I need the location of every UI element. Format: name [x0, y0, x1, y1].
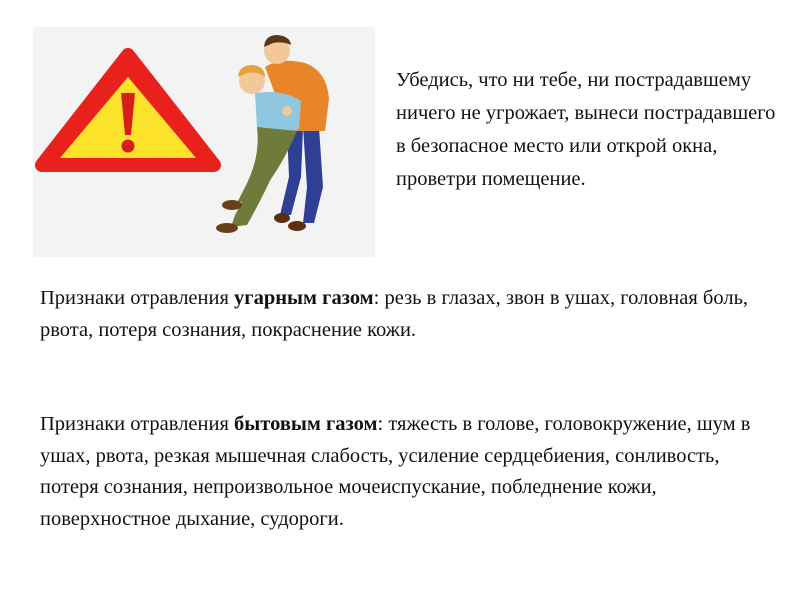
gas-symptom-list: : тяжесть в голове, головокружение, шум в ушах, рвота, резкая мышечная слабость, усиление сердцебиения, сонливость, потеря сознания, непроизвольное мочеиспускание, побледнение кожи, поверхностное дыхание, судороги. [40, 413, 751, 530]
co-symptom-list: : резь в глазах, звон в ушах, головная боль, рвота, потеря сознания, покраснение кожи. [40, 287, 749, 341]
gas-term: бытовым газом [234, 413, 378, 435]
co-term: угарным газом [234, 287, 374, 309]
warning-triangle-icon [42, 55, 214, 165]
co-prefix: Признаки отравления [40, 287, 235, 309]
gas-prefix: Признаки отравления [40, 413, 235, 435]
household-gas-poisoning-symptoms [40, 409, 760, 535]
rescuer-carrying-victim-illustration [216, 35, 329, 233]
safety-instruction-text: Убедись, что ни тебе, ни пострадавшему ничего не угрожает, вынеси пострадавшего в безопасное место или открой окна, проветри помещение. [396, 69, 776, 190]
co-poisoning-symptoms [40, 283, 760, 346]
first-aid-illustration [33, 27, 375, 257]
